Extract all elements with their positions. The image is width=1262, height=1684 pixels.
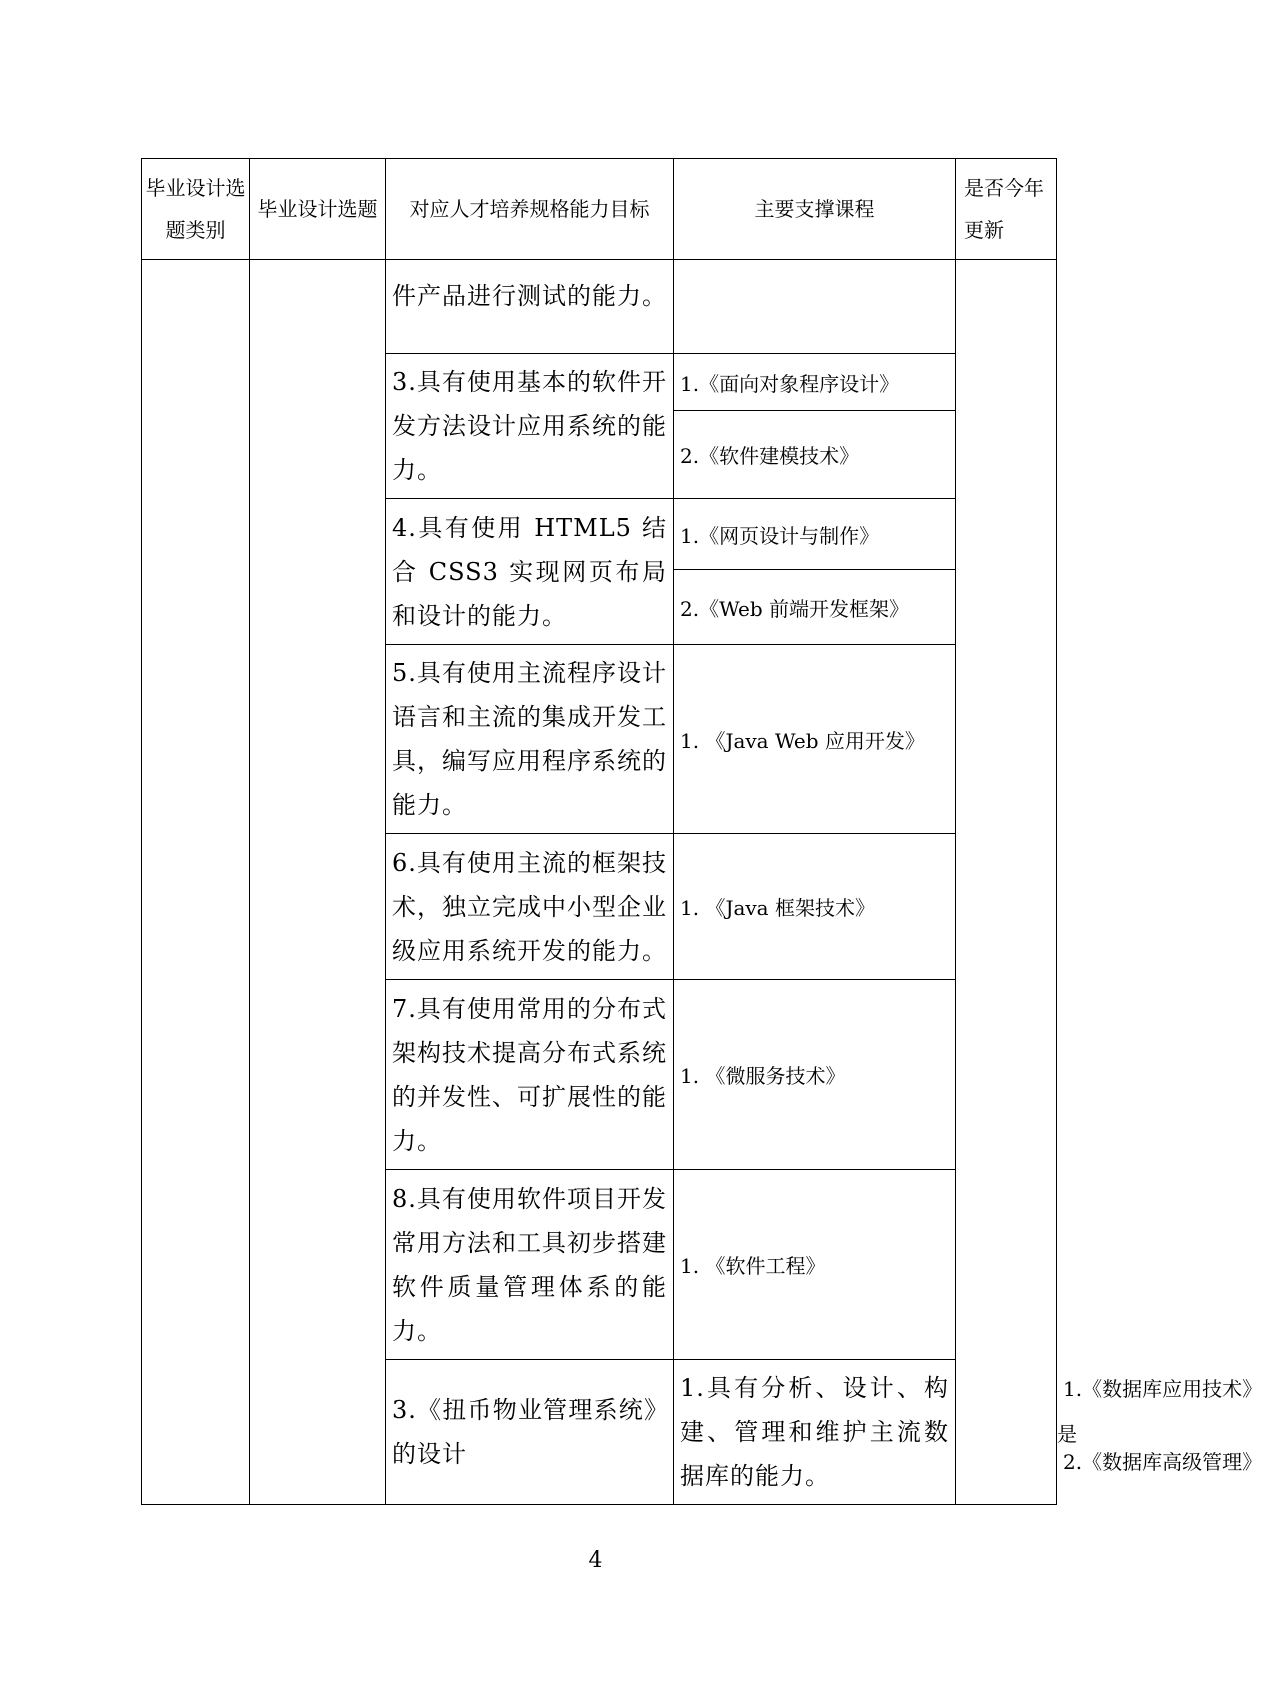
course-4-1: 1.《网页设计与制作》 — [674, 499, 956, 570]
topic-cell-continued — [250, 260, 386, 1505]
goal-3: 3.具有使用基本的软件开发方法设计应用系统的能力。 — [386, 354, 674, 499]
topic-3: 3.《扭币物业管理系统》的设计 — [386, 1360, 674, 1505]
course-8-1: 1. 《软件工程》 — [674, 1170, 956, 1360]
course-6-1: 1. 《Java 框架技术》 — [674, 834, 956, 980]
header-topic: 毕业设计选题 — [250, 159, 386, 260]
header-goal: 对应人才培养规格能力目标 — [386, 159, 674, 260]
goal-8: 8.具有使用软件项目开发常用方法和工具初步搭建软件质量管理体系的能力。 — [386, 1170, 674, 1360]
header-courses: 主要支撑课程 — [674, 159, 956, 260]
goal-6: 6.具有使用主流的框架技术，独立完成中小型企业级应用系统开发的能力。 — [386, 834, 674, 980]
goal-4: 4.具有使用 HTML5 结合 CSS3 实现网页布局和设计的能力。 — [386, 499, 674, 645]
table-row: 3.《扭币物业管理系统》的设计 1.具有分析、设计、构建、管理和维护主流数据库的能力。 1.《数据库应用技术》 是 — [142, 1360, 1057, 1416]
course-3-2: 2.《软件建模技术》 — [674, 411, 956, 499]
page-number: 4 — [588, 1548, 603, 1573]
curriculum-table — [141, 158, 1262, 1505]
updated-cell-continued — [956, 260, 1057, 1505]
header-updated: 是否今年更新 — [956, 159, 1057, 260]
course-5-1: 1. 《Java Web 应用开发》 — [674, 645, 956, 834]
goal-continued: 件产品进行测试的能力。 — [386, 260, 674, 354]
category-cell — [142, 260, 250, 1505]
course-7-1: 1. 《微服务技术》 — [674, 980, 956, 1170]
goal-5: 5.具有使用主流程序设计语言和主流的集成开发工具，编写应用程序系统的能力。 — [386, 645, 674, 834]
course-empty — [674, 260, 956, 354]
header-category: 毕业设计选题类别 — [142, 159, 250, 260]
goal-7: 7.具有使用常用的分布式架构技术提高分布式系统的并发性、可扩展性的能力。 — [386, 980, 674, 1170]
course-4-2: 2.《Web 前端开发框架》 — [674, 570, 956, 645]
goal-new-1: 1.具有分析、设计、构建、管理和维护主流数据库的能力。 — [674, 1360, 956, 1505]
table-row — [142, 260, 1057, 354]
table-header-row — [142, 159, 1057, 260]
course-3-1: 1.《面向对象程序设计》 — [674, 354, 956, 411]
table-row: 2.《数据库高级管理》 — [1063, 1449, 1262, 1474]
